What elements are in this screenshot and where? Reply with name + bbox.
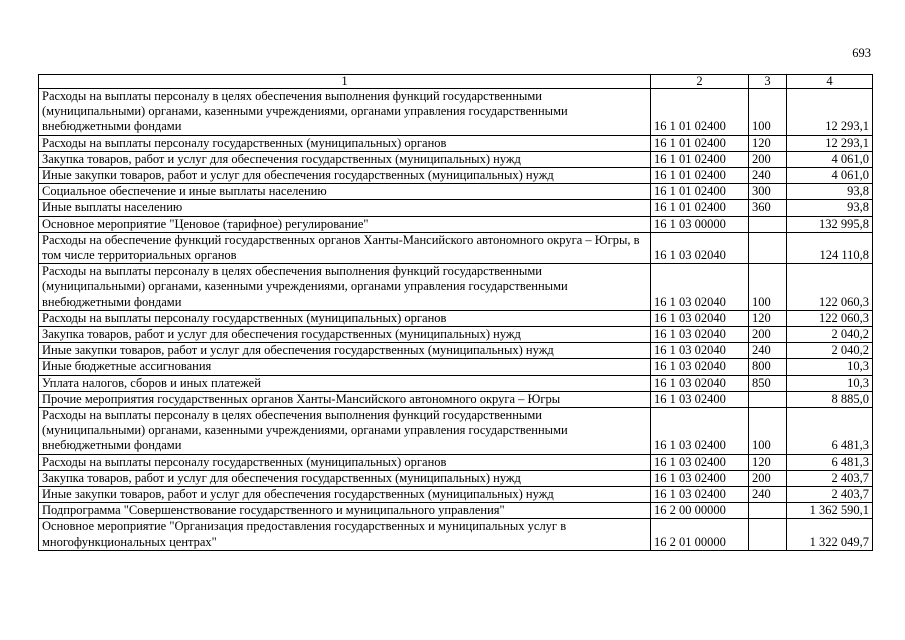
- row-type-cell: [749, 391, 787, 407]
- row-name-cell: Расходы на обеспечение функций государственных органов Ханты-Мансийского автономного округа – Югры, в том числе территориальных органов: [39, 232, 651, 263]
- row-amount-cell: 1 322 049,7: [787, 519, 873, 550]
- row-type-cell: 360: [749, 200, 787, 216]
- table-row: [39, 375, 873, 391]
- row-name-cell: Расходы на выплаты персоналу в целях обеспечения выполнения функций государственными (муниципальными) органами, казенными учреждениями, органами управления государственными внебюджетными фондами: [39, 264, 651, 311]
- row-amount-cell: 10,3: [787, 359, 873, 375]
- row-code-cell: 16 1 03 02040: [651, 343, 749, 359]
- row-code-cell: 16 1 03 02040: [651, 359, 749, 375]
- table-row: [39, 327, 873, 343]
- row-amount-cell: 10,3: [787, 375, 873, 391]
- row-amount-cell: 6 481,3: [787, 408, 873, 455]
- table-row: [39, 343, 873, 359]
- row-name-cell: Подпрограмма "Совершенствование государственного и муниципального управления": [39, 503, 651, 519]
- table-row: [39, 168, 873, 184]
- row-code-cell: 16 1 03 02040: [651, 232, 749, 263]
- row-amount-cell: 2 040,2: [787, 327, 873, 343]
- row-type-cell: 100: [749, 89, 787, 136]
- table-row: [39, 503, 873, 519]
- row-code-cell: 16 1 03 02040: [651, 327, 749, 343]
- column-header-2: 2: [651, 75, 749, 89]
- row-type-cell: 120: [749, 310, 787, 326]
- row-name-cell: Иные выплаты населению: [39, 200, 651, 216]
- row-type-cell: 300: [749, 184, 787, 200]
- row-type-cell: 200: [749, 470, 787, 486]
- row-code-cell: 16 1 03 02400: [651, 487, 749, 503]
- row-name-cell: Иные закупки товаров, работ и услуг для обеспечения государственных (муниципальных) нужд: [39, 168, 651, 184]
- row-code-cell: 16 1 01 02400: [651, 168, 749, 184]
- row-amount-cell: 132 995,8: [787, 216, 873, 232]
- row-type-cell: 800: [749, 359, 787, 375]
- row-amount-cell: 122 060,3: [787, 310, 873, 326]
- row-type-cell: 240: [749, 487, 787, 503]
- row-name-cell: Основное мероприятие "Организация предоставления государственных и муниципальных услуг в многофункциональных центрах": [39, 519, 651, 550]
- table-row: [39, 151, 873, 167]
- table-row: [39, 135, 873, 151]
- row-type-cell: [749, 503, 787, 519]
- row-type-cell: 200: [749, 151, 787, 167]
- table-row: [39, 232, 873, 263]
- row-name-cell: Иные закупки товаров, работ и услуг для обеспечения государственных (муниципальных) нужд: [39, 487, 651, 503]
- row-code-cell: 16 1 03 02040: [651, 264, 749, 311]
- row-name-cell: Закупка товаров, работ и услуг для обеспечения государственных (муниципальных) нужд: [39, 470, 651, 486]
- row-type-cell: [749, 216, 787, 232]
- column-header-3: 3: [749, 75, 787, 89]
- row-amount-cell: 122 060,3: [787, 264, 873, 311]
- table-row: [39, 408, 873, 455]
- row-amount-cell: 93,8: [787, 184, 873, 200]
- row-name-cell: Основное мероприятие "Ценовое (тарифное) регулирование": [39, 216, 651, 232]
- row-code-cell: 16 1 03 02400: [651, 470, 749, 486]
- table-row: [39, 470, 873, 486]
- row-amount-cell: 4 061,0: [787, 151, 873, 167]
- row-code-cell: 16 1 01 02400: [651, 151, 749, 167]
- row-amount-cell: 2 403,7: [787, 470, 873, 486]
- row-amount-cell: 4 061,0: [787, 168, 873, 184]
- row-code-cell: 16 1 03 02400: [651, 408, 749, 455]
- row-code-cell: 16 1 03 02400: [651, 454, 749, 470]
- row-name-cell: Расходы на выплаты персоналу государственных (муниципальных) органов: [39, 135, 651, 151]
- table-row: [39, 487, 873, 503]
- table-row: [39, 391, 873, 407]
- row-type-cell: 120: [749, 454, 787, 470]
- row-code-cell: 16 1 03 02400: [651, 391, 749, 407]
- table-row: [39, 200, 873, 216]
- row-name-cell: Расходы на выплаты персоналу государственных (муниципальных) органов: [39, 310, 651, 326]
- row-code-cell: 16 1 03 00000: [651, 216, 749, 232]
- row-name-cell: Расходы на выплаты персоналу в целях обеспечения выполнения функций государственными (муниципальными) органами, казенными учреждениями, органами управления государственными внебюджетными фондами: [39, 408, 651, 455]
- column-header-1: 1: [39, 75, 651, 89]
- row-amount-cell: 1 362 590,1: [787, 503, 873, 519]
- row-code-cell: 16 2 00 00000: [651, 503, 749, 519]
- table-body: [39, 89, 873, 551]
- row-name-cell: Расходы на выплаты персоналу государственных (муниципальных) органов: [39, 454, 651, 470]
- row-amount-cell: 6 481,3: [787, 454, 873, 470]
- row-name-cell: Прочие мероприятия государственных органов Ханты-Мансийского автономного округа – Югры: [39, 391, 651, 407]
- table-row: [39, 216, 873, 232]
- row-type-cell: 120: [749, 135, 787, 151]
- row-name-cell: Иные бюджетные ассигнования: [39, 359, 651, 375]
- table-row: [39, 184, 873, 200]
- row-amount-cell: 93,8: [787, 200, 873, 216]
- row-name-cell: Закупка товаров, работ и услуг для обеспечения государственных (муниципальных) нужд: [39, 327, 651, 343]
- row-type-cell: 240: [749, 168, 787, 184]
- row-name-cell: Расходы на выплаты персоналу в целях обеспечения выполнения функций государственными (муниципальными) органами, казенными учреждениями, органами управления государственными внебюджетными фондами: [39, 89, 651, 136]
- row-type-cell: 100: [749, 264, 787, 311]
- table-row: [39, 359, 873, 375]
- row-name-cell: Закупка товаров, работ и услуг для обеспечения государственных (муниципальных) нужд: [39, 151, 651, 167]
- row-amount-cell: 124 110,8: [787, 232, 873, 263]
- table-row: [39, 310, 873, 326]
- row-name-cell: Иные закупки товаров, работ и услуг для обеспечения государственных (муниципальных) нужд: [39, 343, 651, 359]
- table-row: [39, 89, 873, 136]
- table-header-row: [39, 75, 873, 89]
- row-type-cell: 240: [749, 343, 787, 359]
- table-row: [39, 519, 873, 550]
- row-amount-cell: 2 403,7: [787, 487, 873, 503]
- row-code-cell: 16 1 01 02400: [651, 89, 749, 136]
- row-amount-cell: 2 040,2: [787, 343, 873, 359]
- table-row: [39, 264, 873, 311]
- row-amount-cell: 12 293,1: [787, 89, 873, 136]
- row-name-cell: Социальное обеспечение и иные выплаты населению: [39, 184, 651, 200]
- row-code-cell: 16 1 03 02040: [651, 310, 749, 326]
- table-row: [39, 454, 873, 470]
- budget-table: [38, 74, 873, 551]
- row-type-cell: [749, 232, 787, 263]
- row-type-cell: 200: [749, 327, 787, 343]
- row-type-cell: [749, 519, 787, 550]
- row-type-cell: 100: [749, 408, 787, 455]
- row-name-cell: Уплата налогов, сборов и иных платежей: [39, 375, 651, 391]
- row-code-cell: 16 1 03 02040: [651, 375, 749, 391]
- row-code-cell: 16 2 01 00000: [651, 519, 749, 550]
- row-amount-cell: 8 885,0: [787, 391, 873, 407]
- row-amount-cell: 12 293,1: [787, 135, 873, 151]
- column-header-4: 4: [787, 75, 873, 89]
- row-code-cell: 16 1 01 02400: [651, 135, 749, 151]
- row-code-cell: 16 1 01 02400: [651, 184, 749, 200]
- page-number: 693: [852, 46, 871, 60]
- row-code-cell: 16 1 01 02400: [651, 200, 749, 216]
- row-type-cell: 850: [749, 375, 787, 391]
